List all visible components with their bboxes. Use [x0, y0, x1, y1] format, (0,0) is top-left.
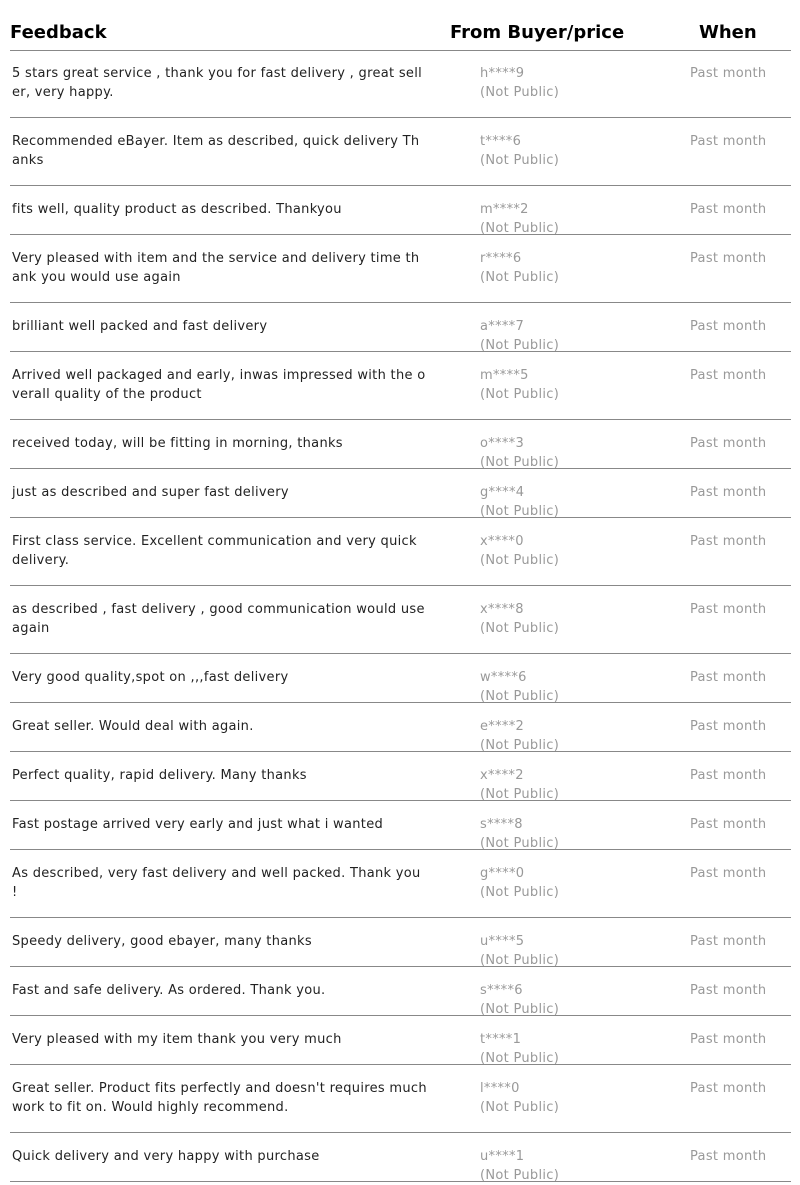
buyer-username: x****2 — [480, 768, 524, 783]
feedback-row — [10, 352, 791, 420]
feedback-when: Past month — [690, 436, 767, 451]
buyer-visibility: (Not Public) — [480, 621, 560, 636]
feedback-comment: fits well, quality product as described. Thankyou — [12, 202, 342, 217]
buyer-username: s****8 — [480, 817, 523, 832]
buyer-info — [480, 1147, 559, 1185]
buyer-visibility: (Not Public) — [480, 738, 560, 753]
feedback-row — [10, 850, 791, 918]
buyer-username: w****6 — [480, 670, 527, 685]
buyer-username: e****2 — [480, 719, 525, 734]
feedback-when: Past month — [690, 1081, 767, 1096]
column-header-feedback: Feedback — [10, 22, 107, 43]
buyer-visibility: (Not Public) — [480, 953, 560, 968]
buyer-info — [480, 317, 559, 355]
feedback-comment: Speedy delivery, good ebayer, many thanks — [12, 934, 312, 949]
buyer-visibility: (Not Public) — [480, 85, 560, 100]
buyer-info — [480, 981, 559, 1019]
buyer-username: o****3 — [480, 436, 525, 451]
feedback-comment: Recommended eBayer. Item as described, quick delivery Thanks — [12, 134, 420, 168]
feedback-comment: Arrived well packaged and early, inwas impressed with the overall quality of the product — [12, 368, 426, 402]
buyer-visibility: (Not Public) — [480, 221, 560, 236]
feedback-row — [10, 703, 791, 752]
feedback-comment: Fast and safe delivery. As ordered. Thank you. — [12, 983, 326, 998]
buyer-info — [480, 766, 559, 804]
buyer-username: r****6 — [480, 251, 522, 266]
feedback-comment: Quick delivery and very happy with purchase — [12, 1149, 320, 1164]
buyer-visibility: (Not Public) — [480, 1051, 560, 1066]
feedback-when: Past month — [690, 983, 767, 998]
buyer-username: x****0 — [480, 534, 524, 549]
feedback-comment: received today, will be fitting in morning, thanks — [12, 436, 343, 451]
buyer-info — [480, 366, 559, 404]
feedback-row — [10, 801, 791, 850]
buyer-username: g****4 — [480, 485, 525, 500]
feedback-when: Past month — [690, 134, 767, 149]
feedback-when: Past month — [690, 934, 767, 949]
buyer-visibility: (Not Public) — [480, 270, 560, 285]
buyer-visibility: (Not Public) — [480, 885, 560, 900]
buyer-username: u****1 — [480, 1149, 525, 1164]
buyer-username: u****5 — [480, 934, 525, 949]
buyer-info — [480, 483, 559, 521]
feedback-row — [10, 303, 791, 352]
buyer-visibility: (Not Public) — [480, 455, 560, 470]
buyer-info — [480, 1030, 559, 1068]
feedback-row — [10, 50, 791, 118]
buyer-info — [480, 64, 559, 102]
buyer-username: t****6 — [480, 134, 522, 149]
buyer-visibility: (Not Public) — [480, 787, 560, 802]
buyer-info — [480, 200, 559, 238]
feedback-row — [10, 469, 791, 518]
buyer-visibility: (Not Public) — [480, 1168, 560, 1183]
feedback-when: Past month — [690, 602, 767, 617]
feedback-when: Past month — [690, 866, 767, 881]
feedback-row — [10, 752, 791, 801]
feedback-when: Past month — [690, 768, 767, 783]
feedback-comment: As described, very fast delivery and well packed. Thank you ! — [12, 866, 421, 900]
buyer-info — [480, 600, 559, 638]
feedback-row — [10, 118, 791, 186]
feedback-row — [10, 1133, 791, 1182]
buyer-username: l****0 — [480, 1081, 520, 1096]
feedback-row — [10, 518, 791, 586]
feedback-comment: Great seller. Would deal with again. — [12, 719, 254, 734]
buyer-info — [480, 717, 559, 755]
feedback-when: Past month — [690, 368, 767, 383]
buyer-info — [480, 864, 559, 902]
feedback-row — [10, 420, 791, 469]
buyer-info — [480, 434, 559, 472]
buyer-info — [480, 668, 559, 706]
buyer-visibility: (Not Public) — [480, 504, 560, 519]
buyer-username: t****1 — [480, 1032, 522, 1047]
feedback-when: Past month — [690, 1149, 767, 1164]
buyer-username: a****7 — [480, 319, 525, 334]
feedback-when: Past month — [690, 817, 767, 832]
feedback-row — [10, 235, 791, 303]
buyer-username: s****6 — [480, 983, 523, 998]
feedback-when: Past month — [690, 485, 767, 500]
buyer-visibility: (Not Public) — [480, 689, 560, 704]
column-header-buyer-price: From Buyer/price — [450, 22, 625, 43]
feedback-row — [10, 1016, 791, 1065]
buyer-username: g****0 — [480, 866, 525, 881]
buyer-info — [480, 815, 559, 853]
buyer-info — [480, 249, 559, 287]
buyer-username: h****9 — [480, 66, 525, 81]
feedback-when: Past month — [690, 202, 767, 217]
buyer-info — [480, 932, 559, 970]
buyer-visibility: (Not Public) — [480, 553, 560, 568]
feedback-row — [10, 918, 791, 967]
feedback-when: Past month — [690, 534, 767, 549]
feedback-row — [10, 654, 791, 703]
feedback-when: Past month — [690, 1032, 767, 1047]
buyer-username: x****8 — [480, 602, 524, 617]
feedback-when: Past month — [690, 670, 767, 685]
feedback-comment: Very good quality,spot on ,,,fast delivery — [12, 670, 289, 685]
feedback-comment: First class service. Excellent communication and very quick delivery. — [12, 534, 417, 568]
buyer-visibility: (Not Public) — [480, 1002, 560, 1017]
feedback-comment: 5 stars great service , thank you for fast delivery , great seller, very happy. — [12, 66, 423, 100]
feedback-row — [10, 586, 791, 654]
feedback-comment: as described , fast delivery , good communication would use again — [12, 602, 425, 636]
feedback-comment: Great seller. Product fits perfectly and doesn't requires much work to fit on. Would highly recommend. — [12, 1081, 427, 1115]
buyer-info — [480, 1079, 559, 1117]
buyer-info — [480, 132, 559, 170]
feedback-comment: Very pleased with item and the service and delivery time thank you would use again — [12, 251, 420, 285]
feedback-when: Past month — [690, 251, 767, 266]
buyer-visibility: (Not Public) — [480, 153, 560, 168]
feedback-comment: Perfect quality, rapid delivery. Many thanks — [12, 768, 307, 783]
buyer-visibility: (Not Public) — [480, 1100, 560, 1115]
column-header-when: When — [699, 22, 757, 43]
feedback-row — [10, 186, 791, 235]
feedback-comment: Fast postage arrived very early and just what i wanted — [12, 817, 384, 832]
feedback-when: Past month — [690, 719, 767, 734]
buyer-username: m****2 — [480, 202, 529, 217]
feedback-when: Past month — [690, 66, 767, 81]
feedback-when: Past month — [690, 319, 767, 334]
buyer-username: m****5 — [480, 368, 529, 383]
buyer-visibility: (Not Public) — [480, 836, 560, 851]
feedback-comment: brilliant well packed and fast delivery — [12, 319, 268, 334]
buyer-visibility: (Not Public) — [480, 387, 560, 402]
feedback-row — [10, 967, 791, 1016]
buyer-info — [480, 532, 559, 570]
buyer-visibility: (Not Public) — [480, 338, 560, 353]
feedback-comment: Very pleased with my item thank you very much — [12, 1032, 342, 1047]
feedback-comment: just as described and super fast delivery — [12, 485, 289, 500]
feedback-row — [10, 1065, 791, 1133]
